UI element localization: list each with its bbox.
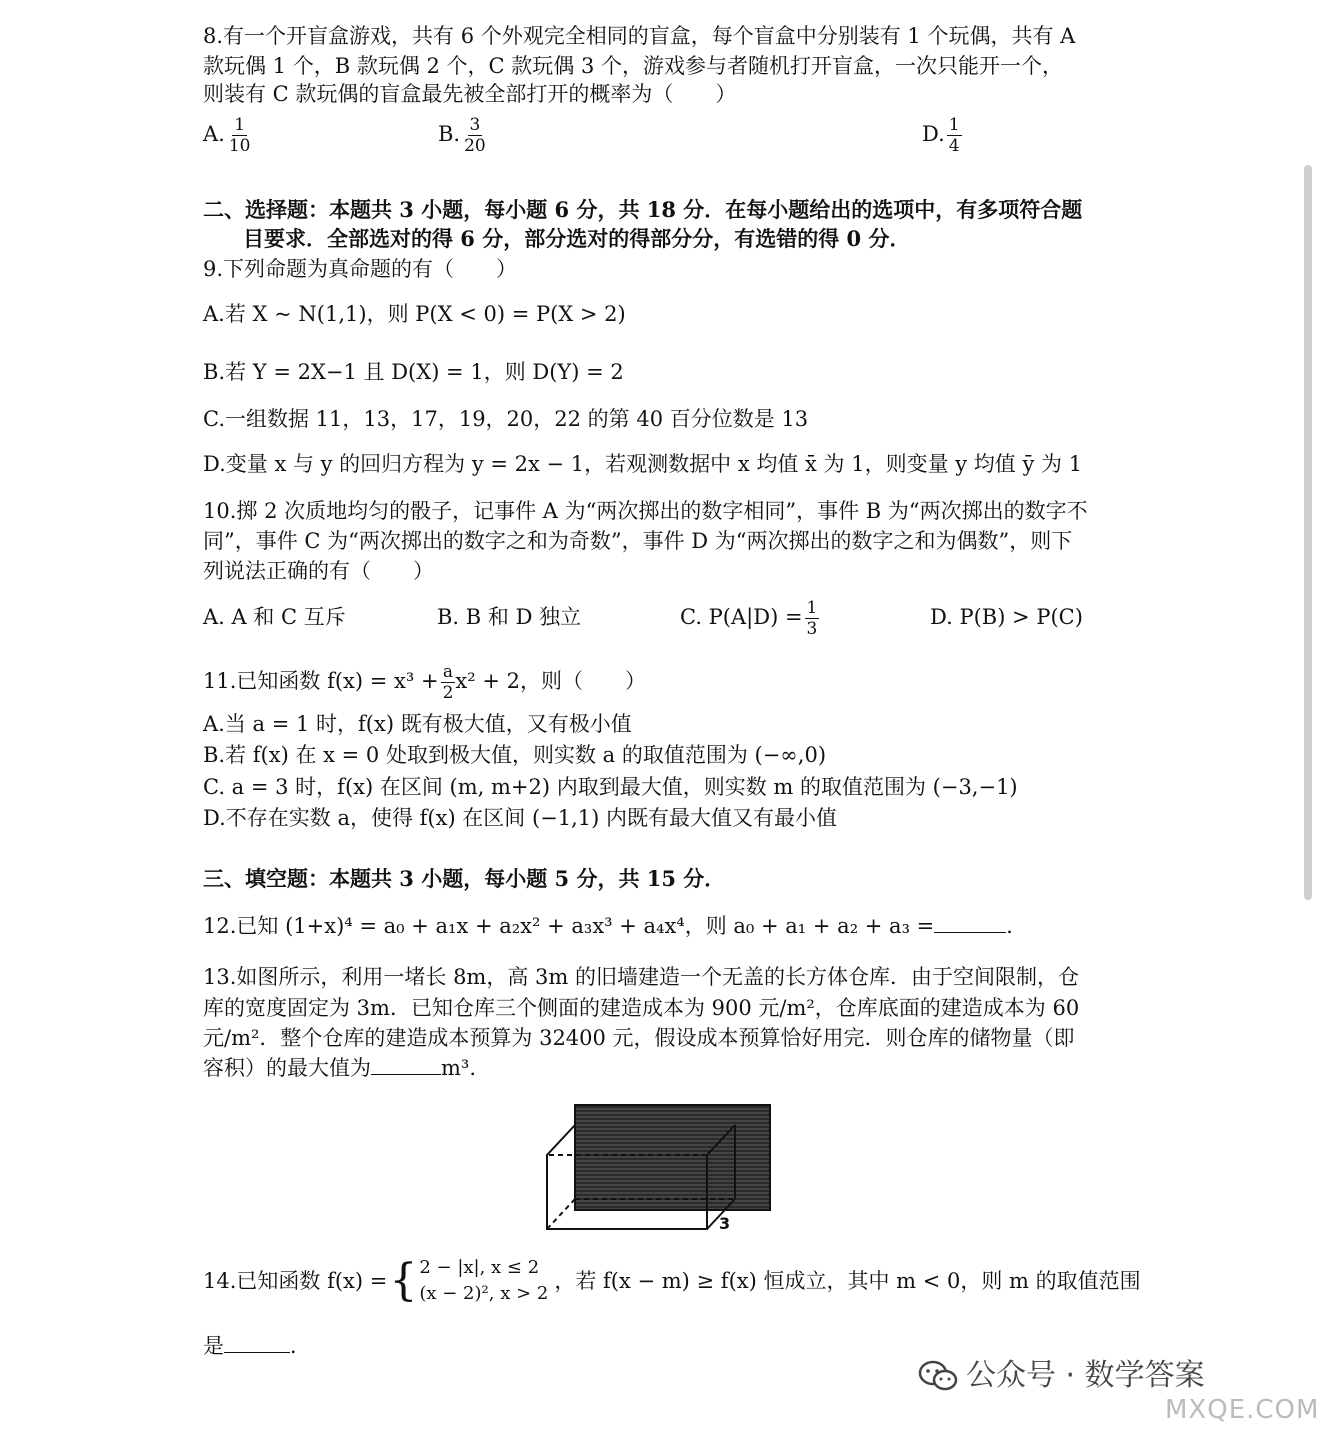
q8-option-a-den: 10	[228, 136, 251, 156]
q9-option-c: C.一组数据 11，13，17，19，20，22 的第 40 百分位数是 13	[203, 407, 809, 431]
q13-answer-blank	[371, 1054, 441, 1075]
q9-option-d: D.变量 x 与 y 的回归方程为 y = 2x − 1，若观测数据中 x 均值 x̄ 为 1，则变量 y 均值 ȳ 为 1	[203, 452, 1083, 476]
scrollbar[interactable]	[1304, 165, 1312, 900]
q11-stem-suffix: x² + 2，则（ ）	[455, 669, 646, 693]
q14-piecewise	[419, 1255, 548, 1307]
q10-option-c-den: 3	[806, 619, 818, 639]
wechat-icon	[918, 1360, 958, 1392]
q8-option-a-label: A.	[203, 122, 225, 146]
q10-option-d: D. P(B) > P(C)	[930, 605, 1083, 629]
q11-option-a: A.当 a = 1 时，f(x) 既有极大值，又有极小值	[203, 712, 632, 736]
q8-option-b-num: 3	[469, 115, 481, 135]
q13-line1: 13.如图所示，利用一堵长 8m，高 3m 的旧墙建造一个无盖的长方体仓库．由于空间限制，仓	[203, 965, 1079, 989]
q8-option-a	[203, 115, 252, 156]
section2-heading-line1: 二、选择题：本题共 3 小题，每小题 6 分，共 18 分．在每小题给出的选项中，有多项符合题	[203, 197, 1083, 222]
q12-answer-blank	[934, 912, 1006, 933]
q14-line2	[203, 1332, 311, 1360]
q14-answer-blank	[224, 1332, 290, 1353]
q9-stem: 9.下列命题为真命题的有（ ）	[203, 257, 518, 281]
q10-line1: 10.掷 2 次质地均匀的骰子，记事件 A 为“两次掷出的数字相同”，事件 B 为“两次掷出的数字不	[203, 499, 1088, 523]
q8-option-d	[922, 115, 962, 156]
figure-width-label: 3	[719, 1214, 731, 1233]
q13-line4	[203, 1054, 476, 1082]
q11-stem-prefix: 11.已知函数 f(x) = x³ +	[203, 669, 439, 693]
q14-line2-prefix: 是	[203, 1334, 224, 1358]
q11-option-b: B.若 f(x) 在 x = 0 处取到极大值，则实数 a 的取值范围为 (−∞,0)	[203, 743, 827, 767]
q13-line2: 库的宽度固定为 3m．已知仓库三个侧面的建造成本为 900 元/m²，仓库底面的建造成本为 60	[203, 996, 1080, 1020]
q8-option-b-fraction	[462, 115, 488, 156]
section3-heading: 三、填空题：本题共 3 小题，每小题 5 分，共 15 分．	[203, 866, 726, 891]
q14-stem	[203, 1255, 1141, 1307]
q8-line3: 则装有 C 款玩偶的盲盒最先被全部打开的概率为（ ）	[203, 82, 737, 106]
q10-line3: 列说法正确的有（ ）	[203, 559, 434, 583]
q13-line3: 元/m²．整个仓库的建造成本预算为 32400 元，假设成本预算恰好用完．则仓库的储物量（即	[203, 1026, 1075, 1050]
q11-stem-frac-den: 2	[442, 683, 454, 703]
q11-stem	[203, 662, 646, 703]
section2-heading-line2: 目要求．全部选对的得 6 分，部分选对的得部分分，有选错的得 0 分．	[243, 226, 911, 251]
q8-option-a-num: 1	[234, 115, 246, 135]
q8-option-d-label: D.	[922, 122, 945, 146]
q8-option-b-label: B.	[438, 122, 461, 146]
q14-case1: 2 − |x|, x ≤ 2	[419, 1257, 540, 1278]
q12-text-end: ．	[1006, 914, 1028, 938]
q10-option-a: A. A 和 C 互斥	[203, 605, 346, 629]
q14-stem-prefix: 14.已知函数 f(x) =	[203, 1269, 388, 1293]
q8-line1: 8.有一个开盲盒游戏，共有 6 个外观完全相同的盲盒，每个盲盒中分别装有 1 个玩偶，共有 A	[203, 24, 1076, 48]
q14-stem-suffix: ，若 f(x − m) ≥ f(x) 恒成立，其中 m < 0，则 m 的取值范围	[554, 1269, 1141, 1293]
q11-option-d: D.不存在实数 a，使得 f(x) 在区间 (−1,1) 内既有最大值又有最小值	[203, 806, 838, 830]
q11-stem-frac-num: a	[442, 662, 454, 682]
q10-option-c-num: 1	[806, 598, 818, 618]
q13-line4-prefix: 容积）的最大值为	[203, 1056, 371, 1080]
q8-option-d-fraction	[947, 115, 962, 156]
q14-case2: (x − 2)², x > 2	[419, 1283, 549, 1304]
q11-stem-fraction	[441, 662, 456, 703]
q13-line4-suffix: m³.	[441, 1056, 477, 1080]
q9-option-b: B.若 Y = 2X−1 且 D(X) = 1，则 D(Y) = 2	[203, 360, 624, 384]
q10-option-b: B. B 和 D 独立	[437, 605, 582, 629]
watermark	[918, 1356, 1205, 1396]
q11-option-c: C. a = 3 时，f(x) 在区间 (m, m+2) 内取到最大值，则实数 m 的取值范围为 (−3,−1)	[203, 775, 1018, 799]
q8-line2: 款玩偶 1 个，B 款玩偶 2 个，C 款玩偶 3 个，游戏参与者随机打开盲盒，一次只能开一个，	[203, 54, 1063, 78]
q12-text-body: 12.已知 (1+x)⁴ = a₀ + a₁x + a₂x² + a₃x³ + a₄x⁴，则 a₀ + a₁ + a₂ + a₃ =	[203, 914, 935, 938]
q8-option-d-num: 1	[948, 115, 960, 135]
q9-option-a: A.若 X ~ N(1,1)，则 P(X < 0) = P(X > 2)	[203, 302, 626, 326]
q8-option-b	[438, 115, 488, 156]
old-wall	[575, 1105, 770, 1210]
q8-option-a-fraction	[227, 115, 253, 156]
q8-option-d-den: 4	[948, 136, 960, 156]
watermark-text: 公众号 · 数学答案	[966, 1358, 1205, 1393]
watermark-site: MXQE.COM	[1165, 1395, 1320, 1425]
q10-option-c	[680, 598, 819, 639]
q8-option-b-den: 20	[464, 136, 486, 156]
q10-option-c-prefix: C. P(A|D) =	[680, 605, 803, 629]
q14-brace: {	[389, 1255, 418, 1306]
q14-line2-suffix: ．	[290, 1334, 311, 1358]
warehouse-figure	[545, 1103, 775, 1233]
q12-text	[203, 912, 1027, 940]
q10-line2: 同”，事件 C 为“两次掷出的数字之和为奇数”，事件 D 为“两次掷出的数字之和为偶数”，则下	[203, 529, 1073, 553]
q10-option-c-fraction	[805, 598, 820, 639]
